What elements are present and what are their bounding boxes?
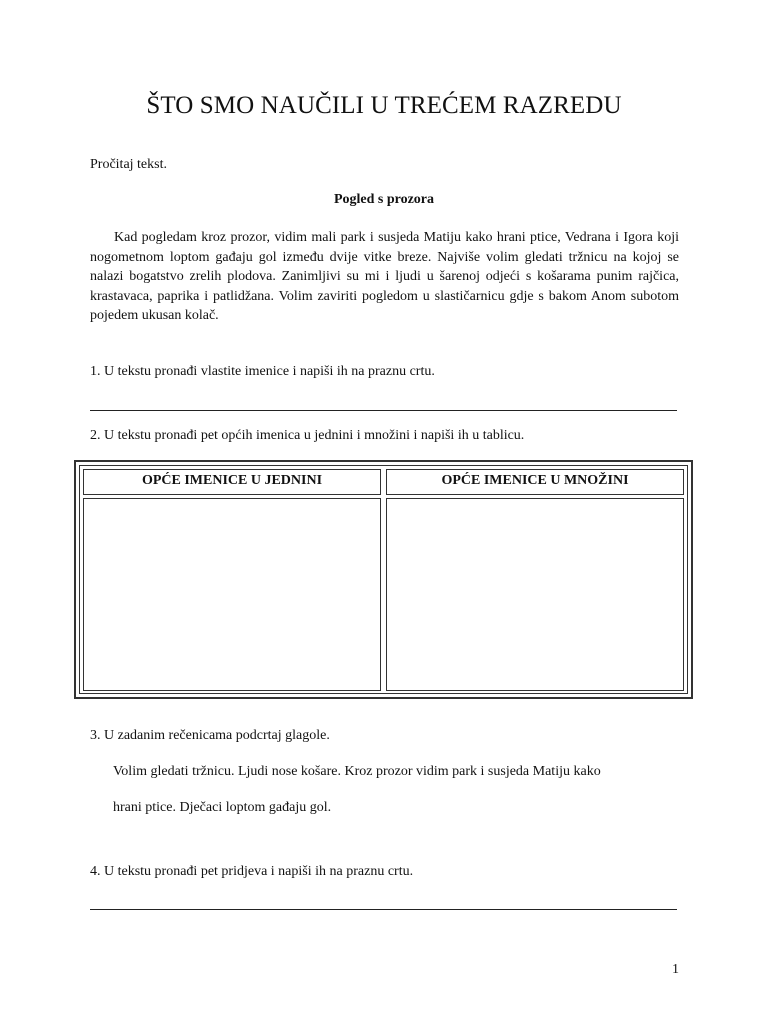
story-title: Pogled s prozora [333,192,435,207]
table-cell-plural[interactable] [386,498,684,691]
question-2: 2. U tekstu pronađi pet općih imenica u jednini i množini i napiši ih u tablicu. [90,428,525,443]
table-cell-singular[interactable] [83,498,381,691]
answer-table-inner-border [79,465,688,694]
story-paragraph [90,228,679,326]
story-text: Kad pogledam kroz prozor, vidim mali park i susjeda Matiju kako hrani ptice, Vedrana i Igora koji nogometnom loptom gađaju gol između dvije vitke breze. Najviše volim gledati tržnicu na kojoj se nalazi bogatstvo zrelih plodova. Zanimljivi su mi i ljudi u šarenoj odjeći s košarama punim rajčica, krastavaca, paprika i patlidžana. Volim zaviriti pogledom u slastičarnicu gdje s bakom Anom subotom pojedem ukusan kolač. [90,230,679,324]
table-header-singular: OPĆE IMENICE U JEDNINI [83,469,381,495]
answer-line-1[interactable] [90,410,677,411]
sentence-line-1: Volim gledati tržnicu. Ljudi nose košare. Kroz prozor vidim park i susjeda Matiju kako [113,764,601,779]
instruction: Pročitaj tekst. [90,157,167,172]
question-1: 1. U tekstu pronađi vlastite imenice i napiši ih na praznu crtu. [90,364,435,379]
answer-table [74,460,693,699]
answer-line-4[interactable] [90,909,677,910]
question-3: 3. U zadanim rečenicama podcrtaj glagole. [90,728,330,743]
sentence-line-2: hrani ptice. Dječaci loptom gađaju gol. [113,800,332,815]
page-number: 1 [672,962,679,977]
page-title: ŠTO SMO NAUČILI U TREĆEM RAZREDU [146,92,622,119]
table-header-plural: OPĆE IMENICE U MNOŽINI [386,469,684,495]
question-4: 4. U tekstu pronađi pet pridjeva i napiši ih na praznu crtu. [90,864,414,879]
